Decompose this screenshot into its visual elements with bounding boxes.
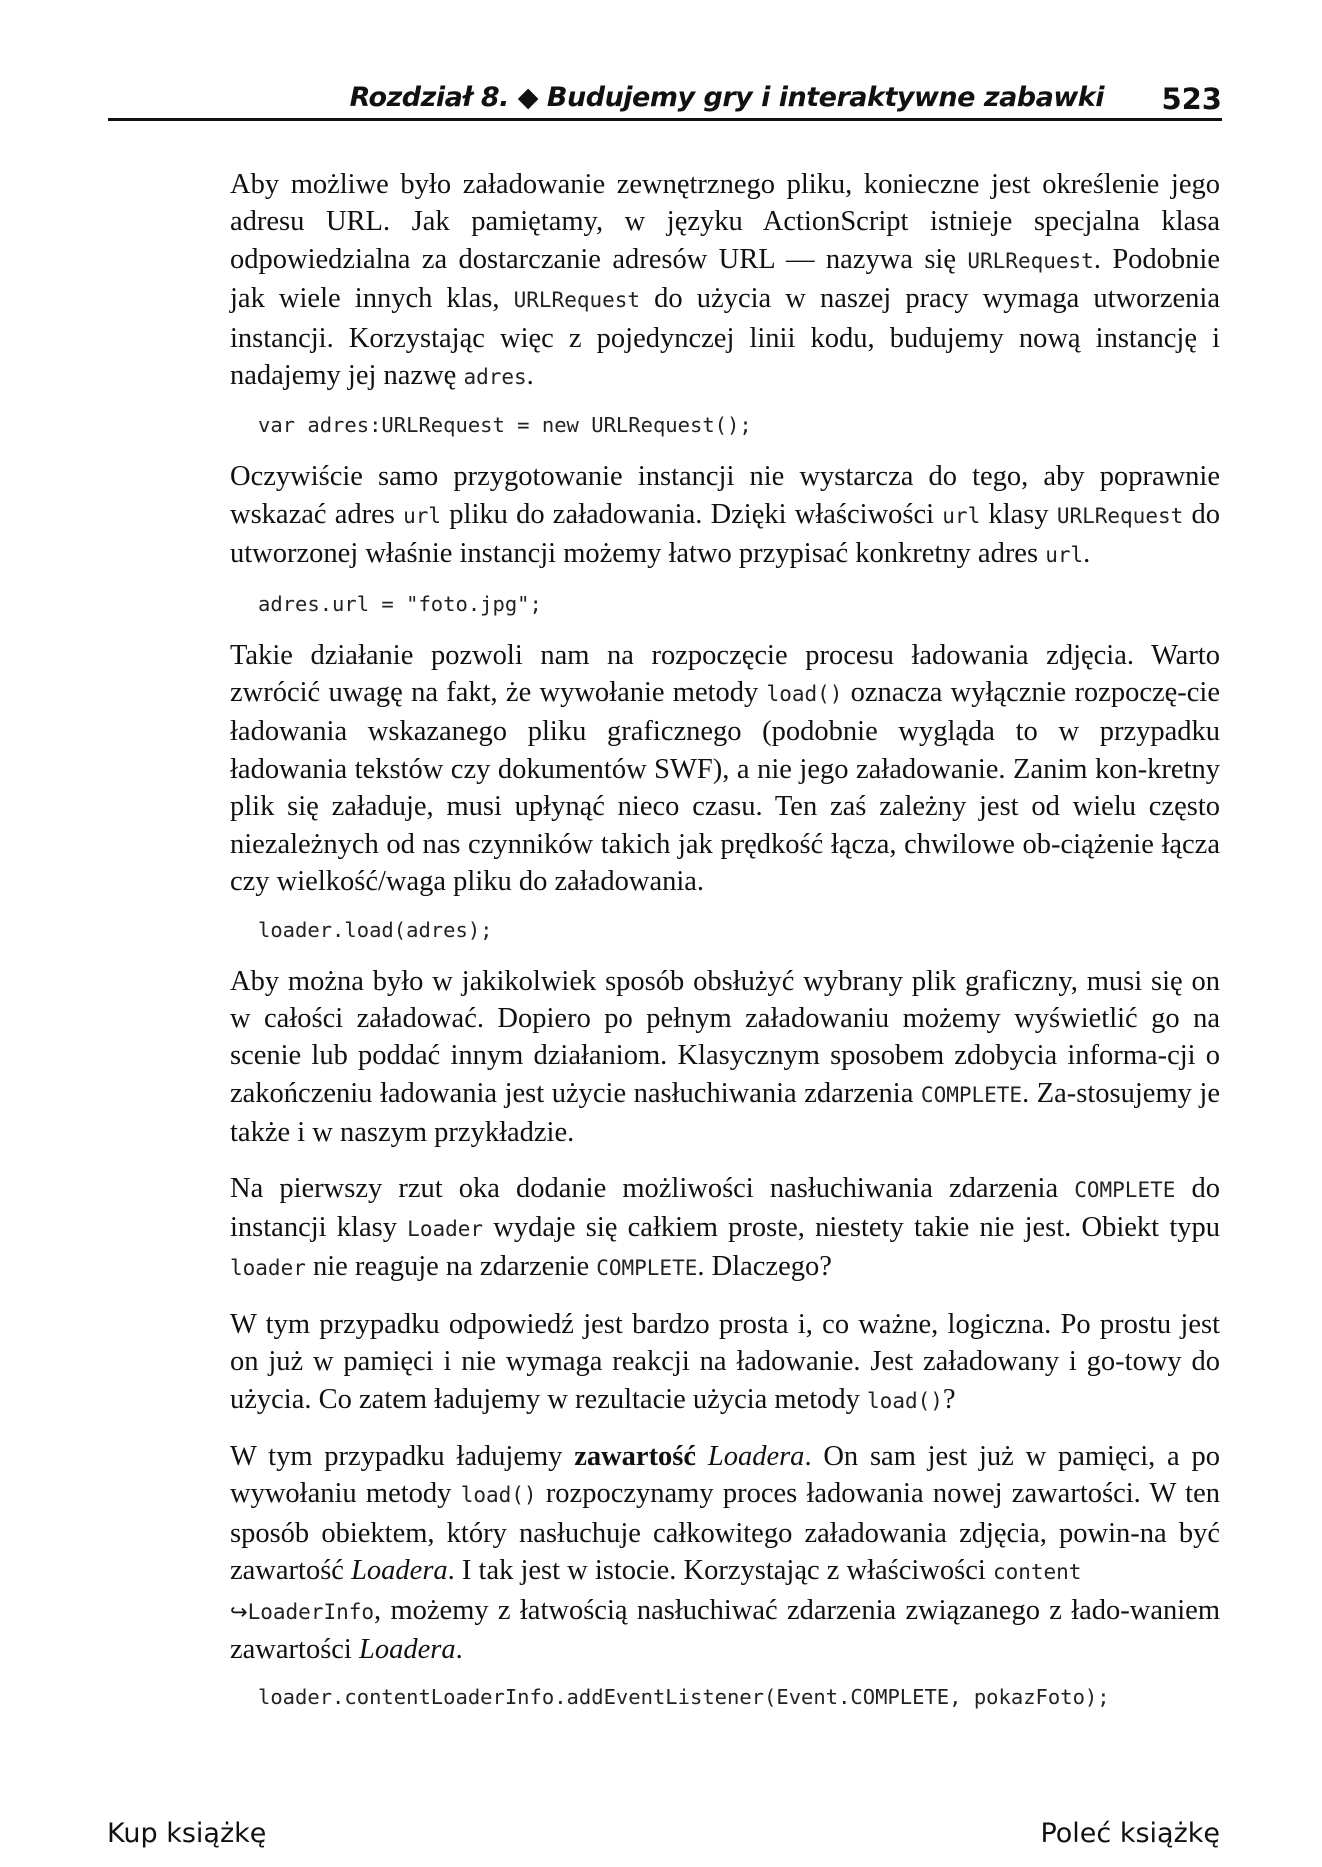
inline-code: content <box>992 1560 1082 1585</box>
text: ? <box>942 1383 956 1415</box>
text: . Podobnie jak wiele innych klas, <box>230 243 1220 315</box>
code-listing-2: adres.url = "foto.jpg"; <box>258 591 542 616</box>
inline-code: COMPLETE <box>920 1082 1023 1107</box>
inline-code: url <box>1045 543 1084 568</box>
italic-term: Loadera <box>351 1555 448 1587</box>
text: Aby możliwe było załadowanie zewnętrznego pliku, konieczne jest określenie jego adresu URL. Jak pamiętamy, w języku ActionScript istnieje specjalna klasa odpowiedzialna za dostarczanie adresów URL — nazywa się <box>230 169 1220 275</box>
running-head <box>108 78 1222 121</box>
text: . <box>455 1634 463 1665</box>
bold-term: zawartość <box>574 1440 697 1472</box>
buy-book-link[interactable]: Kup książkę <box>107 1818 267 1849</box>
text: klasy <box>980 498 1057 530</box>
inline-code: URLRequest <box>967 248 1094 273</box>
chapter-title: Rozdział 8. ◆ Budujemy gry i interaktywne zabawki <box>349 82 1104 113</box>
page-body <box>230 166 1220 1710</box>
inline-code: URLRequest <box>513 288 641 313</box>
text: rozpoczynamy proces ładowania nowej zawartości. W ten sposób obiektem, który nasłuchuje całkowitego załadowania zdjęcia, powin-na być zawartość <box>230 1478 1220 1587</box>
paragraph-1 <box>230 166 1220 396</box>
text: Na pierwszy rzut oka dodanie możliwości nasłuchiwania zdarzenia <box>230 1172 1075 1204</box>
italic-term: Loadera <box>358 1634 456 1665</box>
text: W tym przypadku ładujemy <box>230 1440 575 1472</box>
paragraph-7 <box>230 1438 1220 1668</box>
text: do użycia w naszej pracy wymaga utworzenia instancji. Korzystając więc z pojedynczej linii kodu, budujemy nową instancję i nadajemy jej nazwę <box>230 283 1221 392</box>
code-listing-1: var adres:URLRequest = new URLRequest(); <box>258 413 752 438</box>
text: . Dlaczego? <box>697 1251 832 1283</box>
paragraph-3 <box>230 637 1220 901</box>
inline-code: load() <box>460 1483 537 1508</box>
text: Takie działanie pozwoli nam na rozpoczęcie procesu ładowania zdjęcia. Warto zwrócić uwagę na fakt, że wywołanie metody <box>230 639 1220 709</box>
text: Oczywiście samo przygotowanie instancji nie wystarcza do tego, aby poprawnie wskazać adres <box>230 461 1220 530</box>
paragraph-4 <box>230 963 1220 1152</box>
text: do utworzonej właśnie instancji możemy łatwo przypisać konkretny adres <box>230 498 1220 570</box>
inline-code: URLRequest <box>1056 503 1184 528</box>
text: pliku do załadowania. Dzięki właściwości <box>441 498 943 530</box>
line-continuation-icon: ↪ <box>230 1599 248 1624</box>
inline-code: url <box>403 503 442 528</box>
text <box>696 1441 708 1472</box>
page-number: 523 <box>1161 82 1222 116</box>
inline-code: COMPLETE <box>596 1256 698 1281</box>
text: wydaje się całkiem proste, niestety takie nie jest. Obiekt typu <box>483 1211 1220 1243</box>
inline-code: Loader <box>407 1216 484 1241</box>
text: do instancji klasy <box>230 1172 1220 1243</box>
inline-code: loader <box>230 1256 306 1281</box>
text: . Za-stosujemy je także i w naszym przykładzie. <box>230 1077 1220 1149</box>
code-listing-3: loader.load(adres); <box>258 917 493 942</box>
inline-code: adres <box>463 365 527 390</box>
paragraph-5 <box>230 1170 1220 1288</box>
italic-term: Loadera <box>707 1440 805 1472</box>
text: . <box>526 360 534 392</box>
code-listing-4: loader.contentLoaderInfo.addEventListener(Event.COMPLETE, pokazFoto); <box>258 1685 1110 1710</box>
inline-code: COMPLETE <box>1074 1177 1176 1202</box>
text: . <box>1083 538 1091 570</box>
inline-code: url <box>942 503 981 528</box>
inline-code: LoaderInfo <box>247 1599 375 1624</box>
text: nie reaguje na zdarzenie <box>305 1251 597 1283</box>
paragraph-6 <box>230 1306 1220 1420</box>
text: . I tak jest w istocie. Korzystając z właściwości <box>447 1555 993 1587</box>
recommend-book-link[interactable]: Poleć książkę <box>1040 1818 1220 1849</box>
text: W tym przypadku odpowiedź jest bardzo prosta i, co ważne, logiczna. Po prostu jest on już w pamięci i nie wymaga reakcji na ładowanie. Jest załadowany i go-towy do użycia. Co zatem ładujemy w rezultacie użycia metody <box>230 1308 1220 1415</box>
text: . On sam jest już w pamięci, a po wywołaniu metody <box>230 1440 1220 1510</box>
text: Aby można było w jakikolwiek sposób obsłużyć wybrany plik graficzny, musi się on w całości załadować. Dopiero po pełnym załadowaniu możemy wyświetlić go na scenie lub poddać innym działaniom. Klasycznym sposobem zdobycia informa-cji o zakończeniu ładowania jest użycie nasłuchiwania zdarzenia <box>230 965 1220 1109</box>
inline-code: load() <box>766 682 843 707</box>
paragraph-2 <box>230 458 1220 574</box>
text: , możemy z łatwością nasłuchiwać zdarzenia związanego z łado-waniem zawartości <box>230 1594 1220 1665</box>
text: oznacza wyłącznie rozpoczę-cie ładowania wskazanego pliku graficznego (podobnie wygląda to w przypadku ładowania tekstów czy dokumentów SWF), a nie jego załadowanie. Zanim kon-kretny plik się załaduje, musi upłynąć nieco czasu. Ten zaś zależny jest od wielu często niezależnych od nas czynników takich jak prędkość łącza, chwilowe ob-ciążenie łącza czy wielkość/waga pliku do załadowania. <box>230 677 1220 898</box>
inline-code: load() <box>867 1388 943 1413</box>
